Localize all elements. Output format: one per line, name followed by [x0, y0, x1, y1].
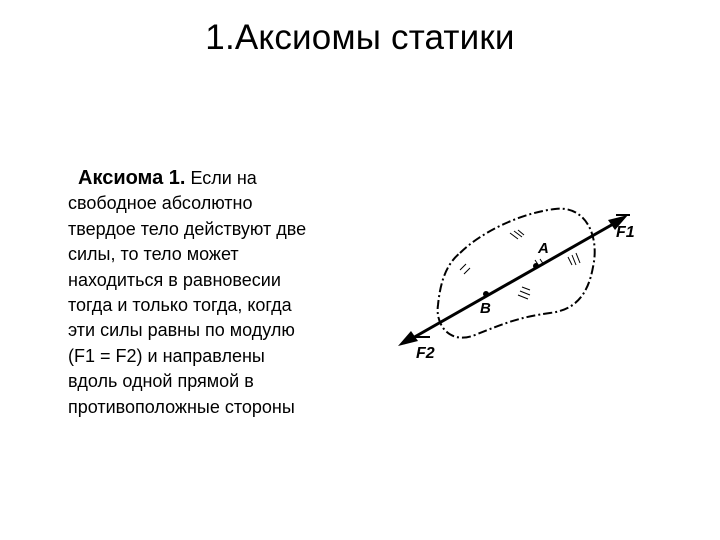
force-2-arrowhead	[398, 331, 418, 346]
axiom-line: находиться в равновесии	[68, 269, 281, 290]
body-hatching	[460, 230, 580, 299]
force-2-label: F2	[416, 345, 435, 362]
slide-title: 1.Аксиомы статики	[205, 18, 515, 57]
rigid-body	[438, 209, 595, 338]
point-b-label: B	[480, 300, 491, 317]
axiom-diagram	[390, 195, 635, 370]
axiom-line: силы, то тело может	[68, 244, 239, 265]
axiom-line: эти силы равны по модулю	[68, 320, 295, 341]
axiom-line: свободное абсолютно	[68, 193, 253, 214]
axiom-text	[68, 166, 358, 420]
axiom-line: (F1 = F2) и направлены	[68, 345, 265, 366]
point-b-marker	[483, 291, 489, 297]
line-of-action	[404, 219, 622, 343]
axiom-line: противоположные стороны	[68, 396, 295, 417]
point-a-marker	[533, 263, 539, 269]
axiom-first-line-rest: Если на	[185, 168, 257, 188]
axiom-line: вдоль одной прямой в	[68, 371, 254, 392]
axiom-heading: Аксиома 1.	[78, 167, 186, 189]
axiom-line: твердое тело действуют две	[68, 218, 307, 239]
axiom-first-line	[68, 166, 358, 191]
point-a-label: A	[538, 240, 549, 257]
axiom-line: тогда и только тогда, когда	[68, 295, 292, 316]
force-1-label: F1	[616, 224, 635, 241]
